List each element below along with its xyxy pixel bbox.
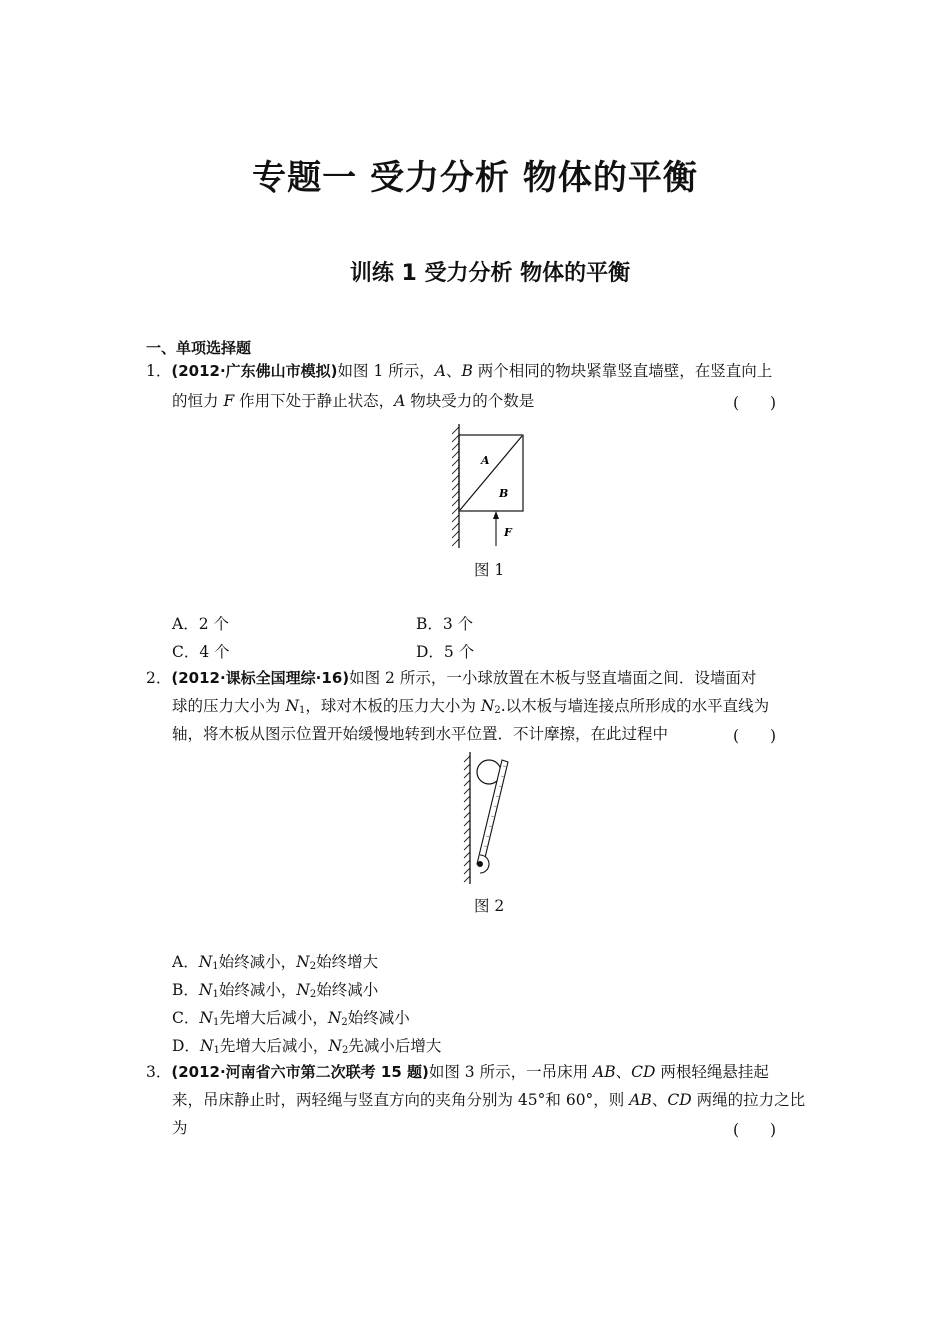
q1-figure xyxy=(452,424,532,548)
page-subtitle: 训练 1 受力分析 物体的平衡 xyxy=(349,261,631,286)
q1-answer-blank: ( ) xyxy=(733,394,777,412)
q2-figure-caption: 图 2 xyxy=(474,897,505,915)
q2-option-a: A．$N_1$始终减小，$N_2$始终增大 xyxy=(172,953,379,972)
wall-hatching xyxy=(452,427,459,546)
hinge-pin xyxy=(477,861,483,867)
q1-figure-caption: 图 1 xyxy=(474,561,505,579)
q2-line-2: 球的压力大小为 $N_1$，球对木板的压力大小为 $N_2$.以木板与墙连接点所形成的水平直线为 xyxy=(172,697,770,716)
section-heading: 一、单项选择题 xyxy=(146,339,252,357)
force-arrow-head xyxy=(493,511,499,519)
q2-option-c: C．$N_1$先增大后减小，$N_2$始终减小 xyxy=(172,1009,410,1028)
q3-source: (2012·河南省六市第二次联考 15 题) xyxy=(171,1063,429,1081)
page-title: 专题一 受力分析 物体的平衡 xyxy=(252,158,698,198)
q3-line-1: 3．(2012·河南省六市第二次联考 15 题)如图 3 所示，一吊床用 AB、CD 两根轻绳悬挂起 xyxy=(146,1063,769,1081)
q3-answer-blank: ( ) xyxy=(733,1121,777,1139)
q3-line-3: 为 xyxy=(172,1119,188,1137)
label-f: F xyxy=(504,526,512,539)
block-divider xyxy=(460,436,522,510)
q2-figure xyxy=(462,752,522,884)
label-b: B xyxy=(499,487,509,500)
q1-source: (2012·广东佛山市模拟) xyxy=(171,362,338,380)
q1-option-a: A．2 个 xyxy=(172,615,229,633)
wall-hatching xyxy=(464,756,470,882)
q1-line-1: 1．(2012·广东佛山市模拟)如图 1 所示，A、B 两个相同的物块紧靠竖直墙壁，在竖直向上 xyxy=(146,362,773,380)
q2-answer-blank: ( ) xyxy=(733,727,777,745)
q1-option-c: C．4 个 xyxy=(172,643,230,661)
q2-line-3: 轴，将木板从图示位置开始缓慢地转到水平位置．不计摩擦，在此过程中 xyxy=(172,725,669,743)
q3-line-2: 来，吊床静止时，两轻绳与竖直方向的夹角分别为 45°和 60°，则 AB、CD 两绳的拉力之比 xyxy=(172,1091,806,1109)
q1-line-2: 的恒力 F 作用下处于静止状态，A 物块受力的个数是 xyxy=(172,392,535,410)
q2-option-b: B．$N_1$始终减小，$N_2$始终减小 xyxy=(172,981,379,1000)
q2-line-1: 2．(2012·课标全国理综·16)如图 2 所示，一小球放置在木板与竖直墙面之间．设墙面对 xyxy=(146,669,757,687)
q1-option-d: D．5 个 xyxy=(416,643,475,661)
q2-source: (2012·课标全国理综·16) xyxy=(171,669,350,687)
q2-option-d: D．$N_1$先增大后减小，$N_2$先减小后增大 xyxy=(172,1037,442,1056)
label-a: A xyxy=(481,454,490,467)
q1-option-b: B．3 个 xyxy=(416,615,474,633)
